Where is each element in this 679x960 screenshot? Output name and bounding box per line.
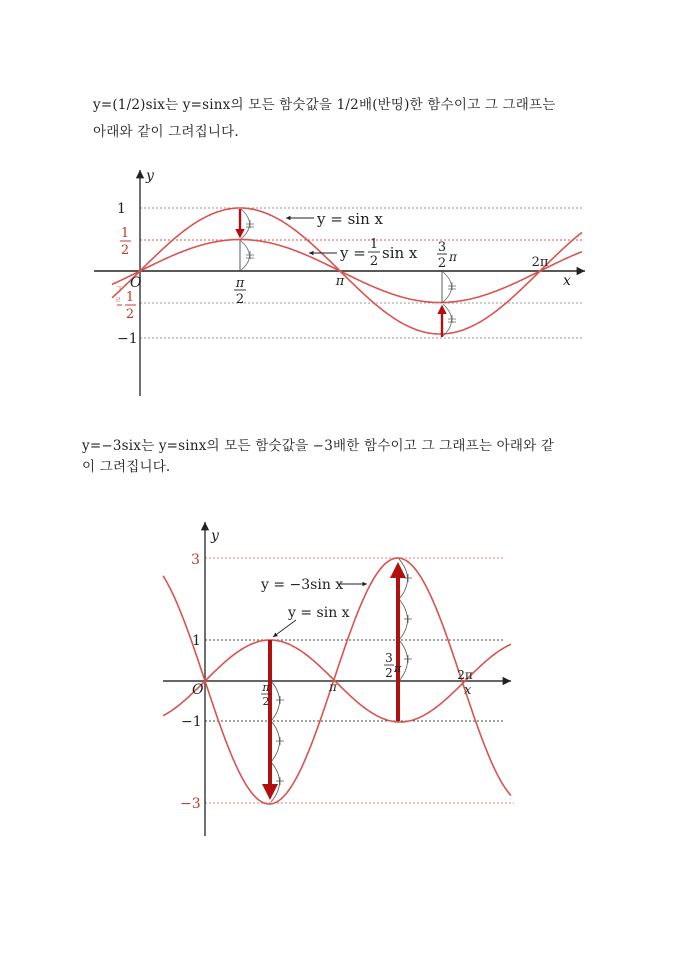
tick-neg3: −3 — [180, 796, 201, 812]
legend-sin: y = sin x — [317, 210, 383, 228]
tick-neg1: −1 — [181, 714, 202, 730]
equal-mark-icon — [246, 251, 254, 259]
equal-mark-icon — [246, 220, 254, 228]
tick-3pi-half-pi: π — [394, 662, 402, 675]
tick-2pi: 2π — [457, 668, 473, 682]
tick-neg-half-num: 1 — [125, 290, 135, 305]
tick-pi-half-num: π — [262, 681, 270, 694]
y-axis-label: y — [211, 528, 219, 544]
paragraph-line: y=(1/2)six는 y=sinx의 모든 함숫값을 1/2배(반띵)한 함수이고 그 그래프는 — [93, 97, 556, 113]
legend-neg3: y = −3sin x — [261, 577, 344, 593]
equal-brace — [271, 681, 280, 802]
stray-mark: ㄱ — [115, 284, 122, 292]
paragraph-line: 아래와 같이 그려집니다. — [93, 124, 239, 140]
origin-label: O — [192, 682, 204, 698]
x-axis-label: x — [464, 683, 472, 698]
paragraph-line: 이 그려집니다. — [82, 459, 171, 475]
paragraph-line: y=−3six는 y=sinx의 모든 함숫값을 −3배한 함수이고 그 그래프는 아래와 같 — [82, 438, 555, 454]
legend-half-prefix: y = — [340, 244, 366, 262]
tick-3pi-half-num: 3 — [437, 240, 447, 255]
tick-neg1: −1 — [117, 331, 138, 347]
equal-brace — [443, 304, 452, 336]
legend-pointer-sin — [273, 620, 296, 637]
tick-3pi-half-pi: π — [449, 250, 457, 264]
x-axis-label: x — [563, 273, 571, 289]
equal-brace — [241, 241, 250, 270]
legend-sin: y = sin x — [288, 605, 350, 621]
tick-pi: π — [329, 680, 337, 694]
tick-pi-half-den: 2 — [235, 292, 245, 307]
graph-half-sin — [94, 168, 585, 396]
tick-pi: π — [335, 274, 345, 289]
tick-half-den: 2 — [120, 243, 130, 258]
stray-mark: ㄹ — [115, 296, 122, 304]
tick-3: 3 — [191, 552, 200, 568]
origin-label: O — [130, 275, 142, 291]
tick-1: 1 — [192, 633, 201, 649]
tick-2pi: 2π — [531, 255, 549, 270]
equal-mark-icon — [448, 315, 456, 323]
legend-half-suffix: sin x — [382, 244, 418, 262]
equal-brace — [443, 272, 452, 302]
tick-1: 1 — [117, 201, 126, 217]
legend-half-num: 1 — [369, 237, 379, 252]
tick-pi-half-num: π — [235, 276, 245, 291]
equal-mark-icon — [448, 282, 456, 290]
tick-half-num: 1 — [120, 226, 130, 241]
graph-neg3-sin — [163, 522, 514, 836]
tick-3pi-half-den: 2 — [385, 666, 393, 680]
tick-neg-half-den: 2 — [125, 307, 135, 322]
tick-3pi-half-den: 2 — [437, 256, 447, 271]
legend-half-den: 2 — [369, 254, 379, 269]
y-axis-label: y — [146, 168, 154, 184]
tick-pi-half-den: 2 — [262, 695, 270, 708]
tick-3pi-half-num: 3 — [385, 651, 393, 665]
